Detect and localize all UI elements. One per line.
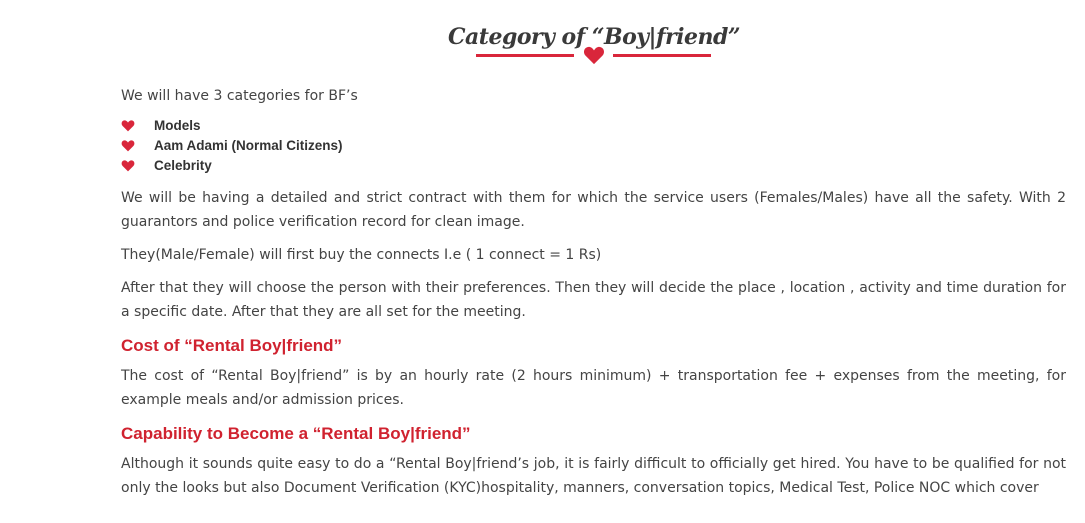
cost-heading: Cost of “Rental Boy|friend” (121, 336, 343, 355)
article-content (121, 86, 1066, 509)
page-title: Category of “Boy|friend” (448, 24, 740, 51)
list-item-label: Models (154, 118, 201, 133)
divider-line-right (613, 54, 711, 57)
categories-intro: We will have 3 categories for BF’s (121, 88, 358, 104)
list-item-label: Celebrity (154, 158, 212, 173)
list-item (121, 136, 1066, 156)
divider-line-left (476, 54, 574, 57)
cost-paragraph: The cost of “Rental Boy|friend” is by an hourly rate (2 hours minimum) + transportation fee + expenses from the meeting, for example meals and/or admission prices. (121, 368, 1066, 408)
title-divider (476, 44, 712, 66)
heart-icon (121, 139, 135, 152)
capability-paragraph: Although it sounds quite easy to do a “Rental Boy|friend’s job, it is fairly difficult to officially get hired. You have to be qualified for not only the looks but also Document Verification (KYC)hospitality, manners, conversation topics, Medical Test, Police NOC which cover (121, 456, 1066, 496)
list-item (121, 156, 1066, 176)
connects-paragraph: They(Male/Female) will first buy the connects I.e ( 1 connect = 1 Rs) (121, 247, 602, 263)
list-item (121, 116, 1066, 136)
heart-icon (583, 44, 605, 66)
preferences-paragraph: After that they will choose the person with their preferences. Then they will decide the place , location , activity and time duration for a specific date. After that they are all set for the meeting. (121, 280, 1066, 320)
categories-list (121, 116, 1066, 176)
capability-heading: Capability to Become a “Rental Boy|friend” (121, 424, 471, 443)
contract-paragraph: We will be having a detailed and strict contract with them for which the service users (Females/Males) have all the safety. With 2 guarantors and police verification record for clean image. (121, 190, 1066, 230)
list-item-label: Aam Adami (Normal Citizens) (154, 138, 343, 153)
heart-icon (121, 159, 135, 172)
heart-icon (121, 119, 135, 132)
